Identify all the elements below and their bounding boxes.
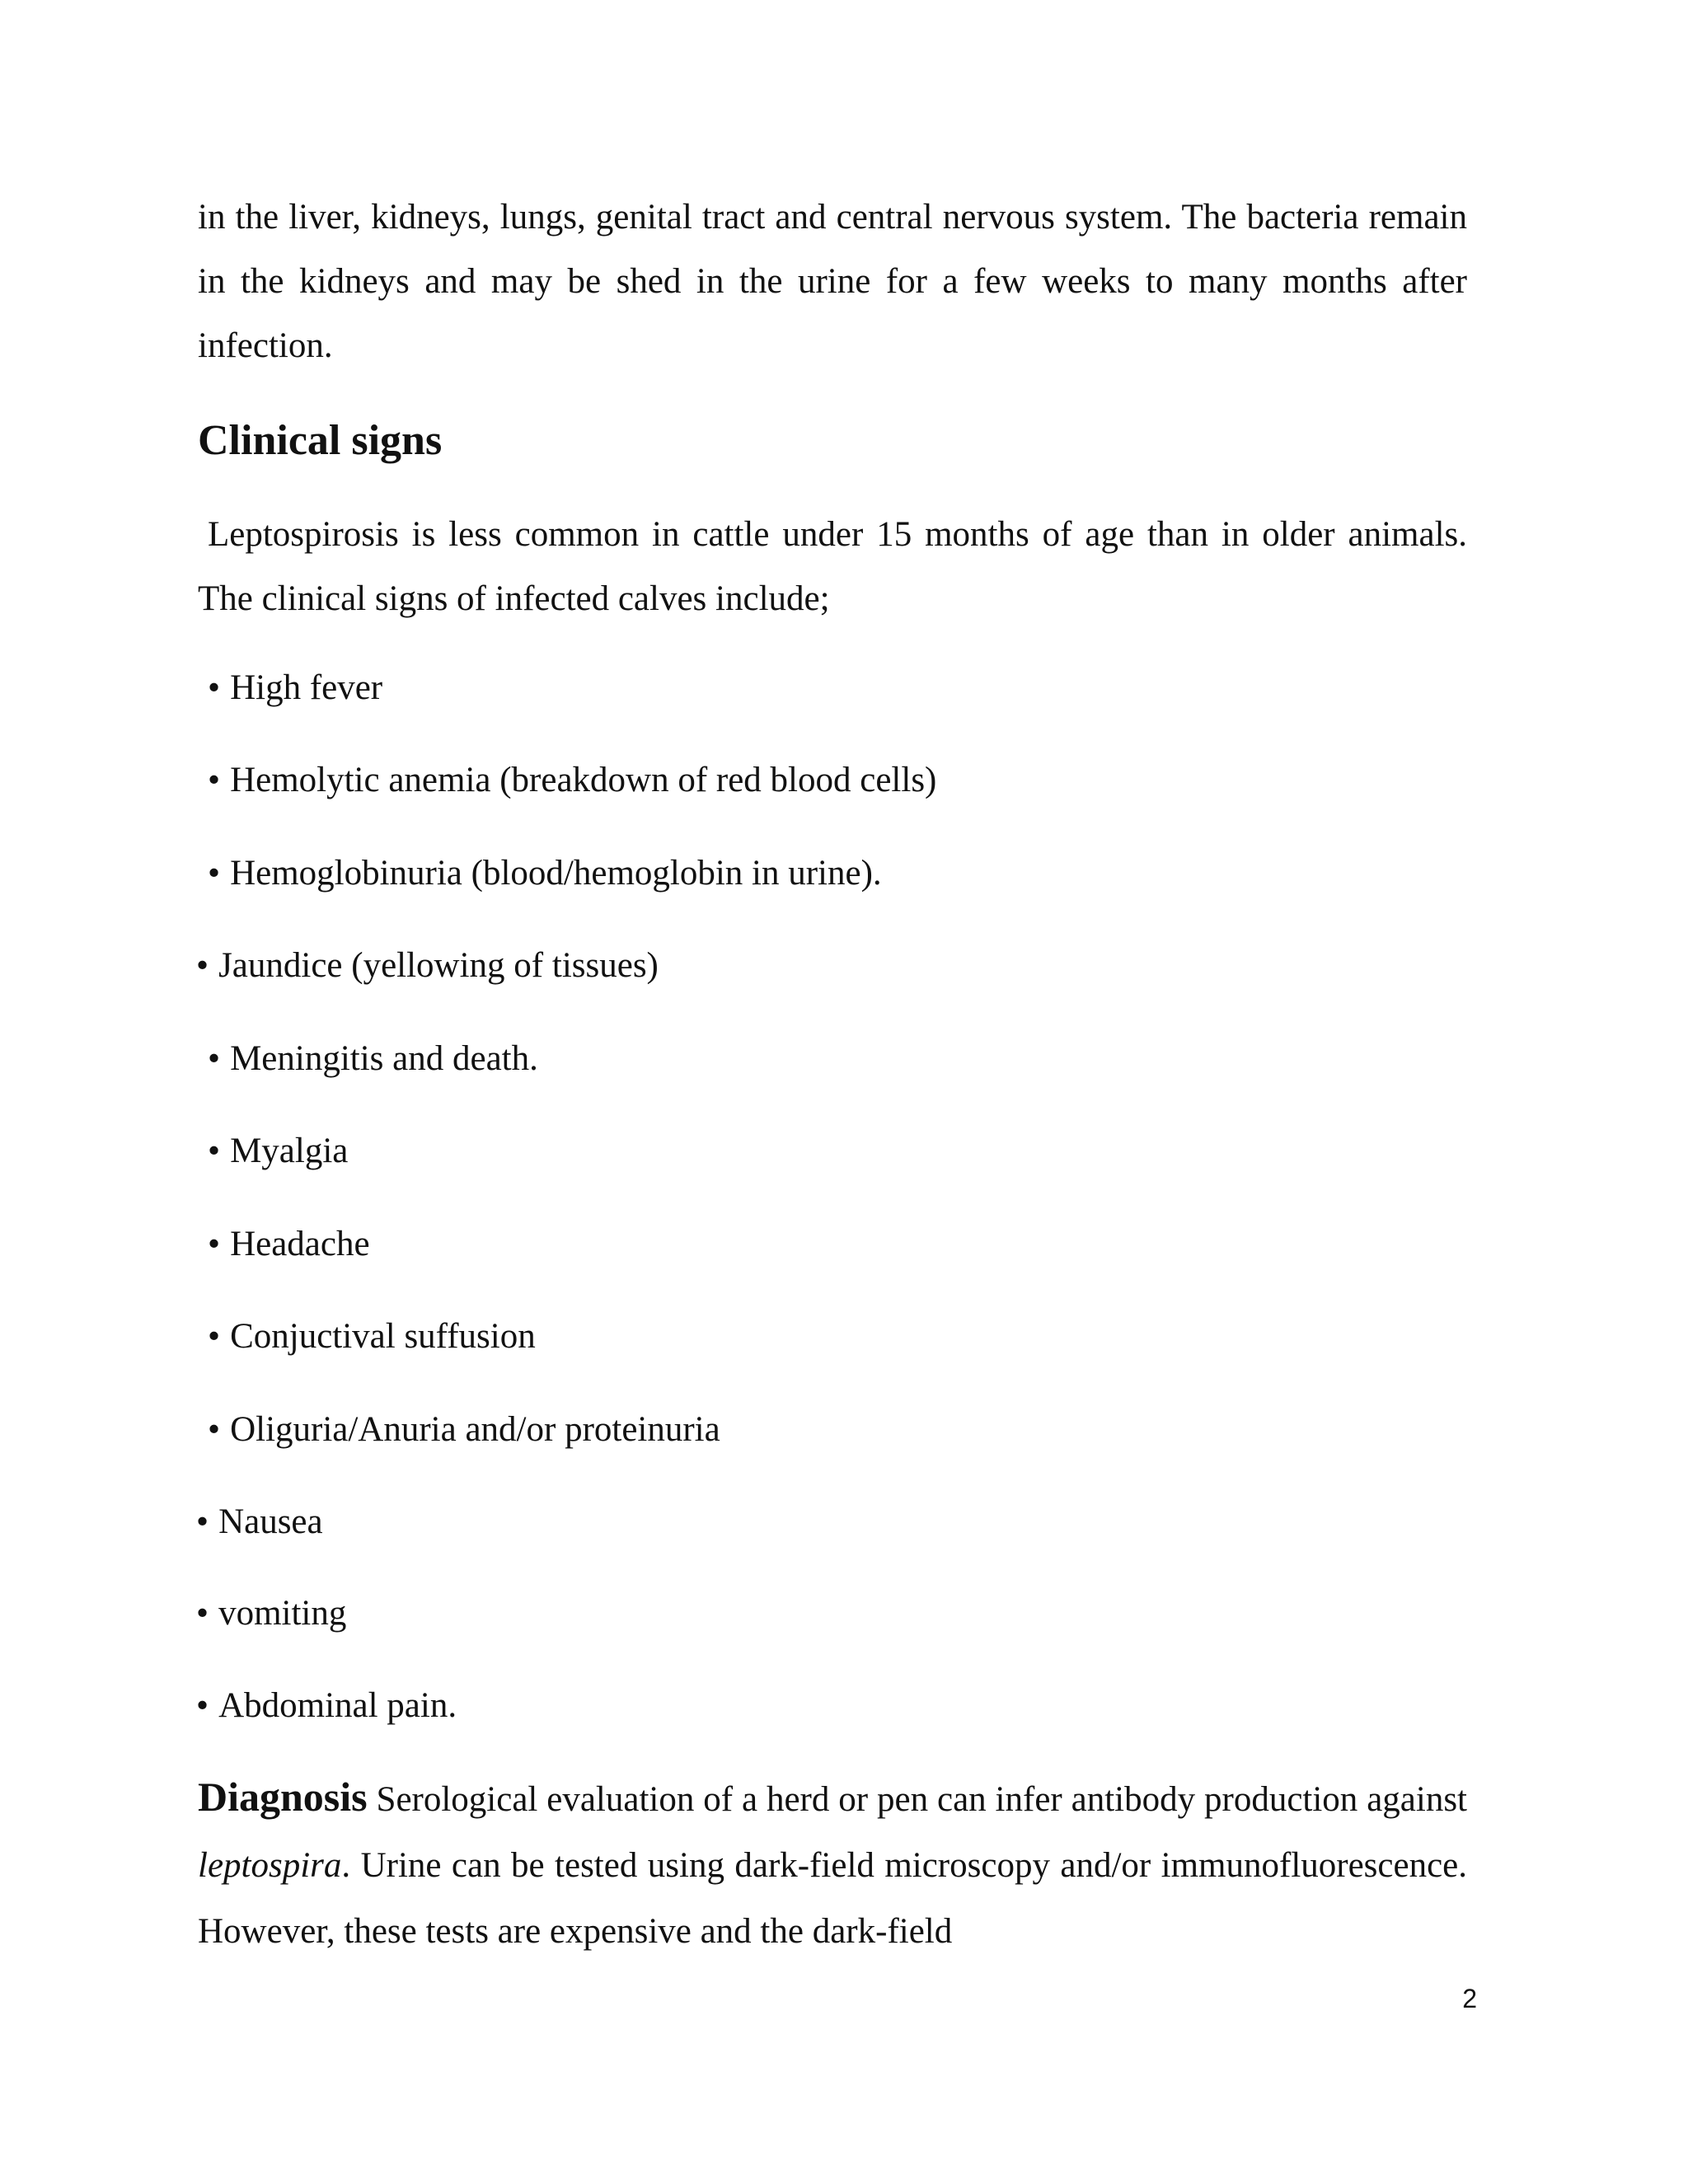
list-item bbox=[208, 756, 936, 805]
bullet-icon: • bbox=[208, 1410, 221, 1449]
list-item bbox=[208, 1220, 370, 1269]
bullet-icon: • bbox=[208, 1225, 221, 1263]
list-item-text: Nausea bbox=[218, 1502, 323, 1541]
page-number: 2 bbox=[1462, 1984, 1477, 2013]
list-item bbox=[196, 1681, 457, 1731]
list-item bbox=[208, 663, 382, 713]
list-item bbox=[208, 1034, 538, 1084]
list-item bbox=[196, 1497, 323, 1547]
list-item-text: Myalgia bbox=[230, 1132, 349, 1170]
list-item bbox=[208, 1405, 720, 1455]
list-item bbox=[196, 941, 659, 991]
list-item bbox=[196, 1589, 346, 1638]
bullet-icon: • bbox=[208, 854, 221, 893]
diagnosis-text-part1: Serological evaluation of a herd or pen can infer antibody production against bbox=[376, 1780, 1468, 1819]
bullet-icon: • bbox=[208, 1039, 221, 1078]
list-item-text: Hemoglobinuria (blood/hemoglobin in urine). bbox=[230, 854, 882, 893]
list-item-text: Jaundice (yellowing of tissues) bbox=[218, 946, 659, 985]
intro-paragraph: in the liver, kidneys, lungs, genital tract and central nervous system. The bacteria remain in the kidneys and may be shed in the urine for a few weeks to many months after infection. bbox=[198, 198, 1467, 365]
clinical-signs-intro: Leptospirosis is less common in cattle under 15 months of age than in older animals. The clinical signs of infected calves include; bbox=[198, 515, 1467, 618]
bullet-icon: • bbox=[196, 1594, 209, 1633]
diagnosis-heading: Diagnosis bbox=[198, 1774, 368, 1820]
list-item bbox=[208, 1312, 536, 1361]
list-item-text: Meningitis and death. bbox=[230, 1039, 538, 1078]
bullet-icon: • bbox=[208, 761, 221, 799]
list-item bbox=[208, 1127, 348, 1176]
bullet-icon: • bbox=[208, 1132, 221, 1170]
list-item-text: vomiting bbox=[218, 1594, 347, 1633]
bullet-icon: • bbox=[196, 1502, 209, 1541]
list-item-text: Hemolytic anemia (breakdown of red blood cells) bbox=[230, 761, 937, 799]
list-item bbox=[208, 849, 882, 898]
bullet-icon: • bbox=[196, 1686, 209, 1725]
bullet-icon: • bbox=[196, 946, 209, 985]
list-item-text: Oliguria/Anuria and/or proteinuria bbox=[230, 1410, 720, 1449]
diagnosis-paragraph bbox=[198, 1764, 1467, 1965]
list-item-text: High fever bbox=[230, 668, 383, 707]
list-item-text: Abdominal pain. bbox=[218, 1686, 457, 1725]
bullet-icon: • bbox=[208, 668, 221, 707]
bullet-icon: • bbox=[208, 1317, 221, 1356]
clinical-signs-heading: Clinical signs bbox=[198, 417, 443, 464]
diagnosis-italic-term: leptospira bbox=[198, 1846, 342, 1885]
diagnosis-text-part2: . Urine can be tested using dark-field microscopy and/or immunofluorescence. However, these tests are expensive and the dark-field bbox=[198, 1846, 1467, 1951]
list-item-text: Conjuctival suffusion bbox=[230, 1317, 536, 1356]
list-item-text: Headache bbox=[230, 1225, 370, 1263]
